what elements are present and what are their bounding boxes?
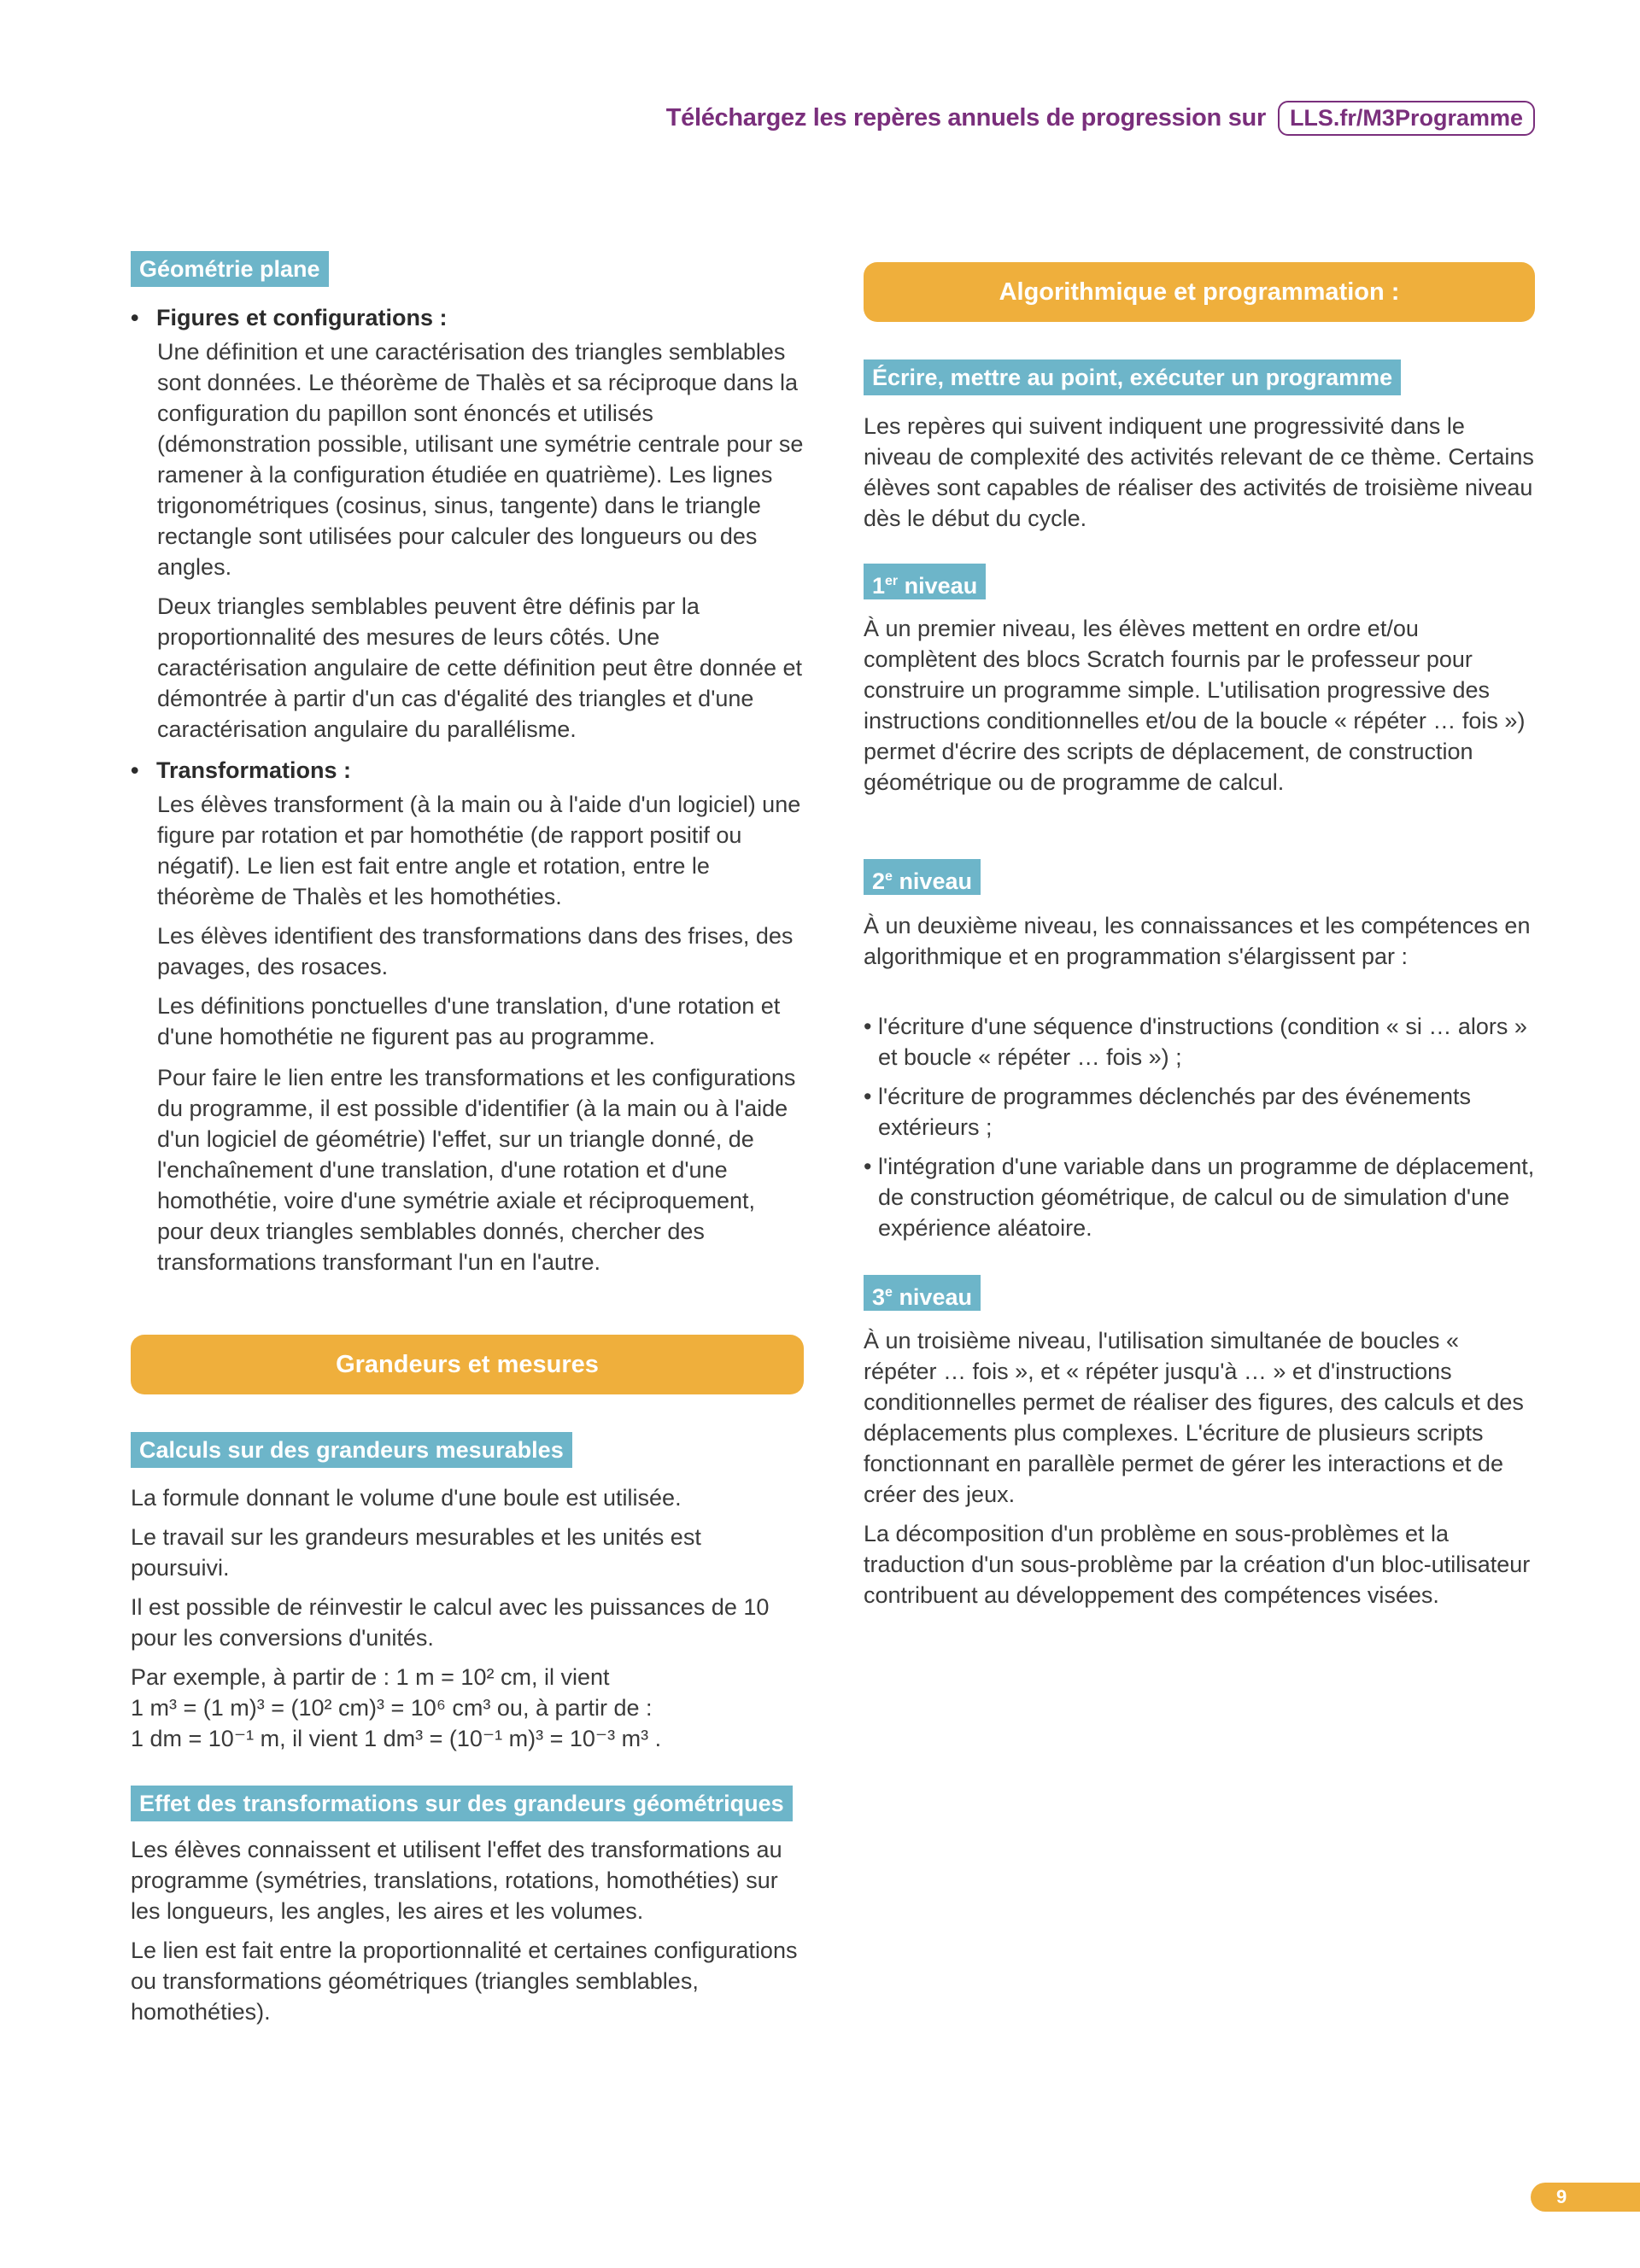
paragraph: Le travail sur les grandeurs mesurables et les unités est poursuivi. bbox=[131, 1524, 701, 1581]
header bbox=[666, 101, 1535, 136]
bullet-figures-title: Figures et configurations : bbox=[156, 305, 448, 330]
level-tag-1 bbox=[864, 564, 986, 599]
paragraph: À un troisième niveau, l'utilisation simultanée de boucles « répéter … fois », et « répéter jusqu'à … » et d'instructions conditionnelles permet de réaliser des figures, des calculs et des déplacements plus complexes. L'écriture de plusieurs scripts fonctionnant en parallèle permet de gérer les interactions et de créer des jeux. bbox=[864, 1328, 1524, 1507]
level-suffix: er bbox=[885, 574, 899, 588]
level-number: 3 bbox=[872, 1284, 886, 1310]
bullet-transformations bbox=[131, 755, 351, 786]
level-tag-2 bbox=[864, 859, 981, 895]
level-number: 1 bbox=[872, 573, 886, 599]
list-item: • l'écriture d'une séquence d'instructions (condition « si … alors » et boucle « répéter … fois ») ; bbox=[864, 1011, 1535, 1073]
list-item: • l'intégration d'une variable dans un programme de déplacement, de construction géométrique, de calcul ou de simulation d'une expérience aléatoire. bbox=[864, 1151, 1535, 1243]
level-number: 2 bbox=[872, 868, 886, 894]
bullet-dot: • bbox=[131, 757, 139, 783]
paragraph: Les élèves connaissent et utilisent l'effet des transformations au programme (symétries, translations, rotations, homothéties) sur les longueurs, les angles, les aires et les volumes. bbox=[131, 1837, 782, 1924]
section-tag-calculs: Calculs sur des grandeurs mesurables bbox=[131, 1432, 572, 1468]
header-link[interactable]: LLS.fr/M3Programme bbox=[1278, 101, 1535, 136]
bullet-figures bbox=[131, 302, 448, 333]
example-line: Par exemple, à partir de : 1 m = 10² cm, il vient bbox=[131, 1664, 610, 1690]
list-item: • l'écriture de programmes déclenchés par des événements extérieurs ; bbox=[864, 1081, 1535, 1143]
level-tag-3 bbox=[864, 1275, 981, 1311]
paragraph: La formule donnant le volume d'une boule est utilisée. bbox=[131, 1485, 682, 1511]
banner-algorithmique: Algorithmique et programmation : bbox=[864, 262, 1535, 322]
banner-grandeurs: Grandeurs et mesures bbox=[131, 1335, 804, 1394]
paragraph: Deux triangles semblables peuvent être définis par la proportionnalité des mesures de leurs côtés. Une caractérisation angulaire de cette définition peut être donnée et démontrée à partir d'un cas d'égalité des triangles et d'une caractérisation angulaire du parallélisme. bbox=[157, 593, 803, 742]
paragraph: Les élèves transforment (à la main ou à l'aide d'un logiciel) une figure par rotation et par homothétie (de rapport positif ou négatif). Le lien est fait entre angle et rotation, entre le théorème de Thalès et les homothéties. bbox=[157, 792, 801, 909]
paragraph: La décomposition d'un problème en sous-problèmes et la traduction d'un sous-problème par la création d'un bloc-utilisateur contribuent au développement des compétences visées. bbox=[864, 1521, 1531, 1608]
paragraph: Les repères qui suivent indiquent une progressivité dans le niveau de complexité des activités relevant de ce thème. Certains élèves sont capables de réaliser des activités de troisième niveau dès le début du cycle. bbox=[864, 413, 1534, 531]
page-number: 9 bbox=[1531, 2183, 1640, 2212]
paragraph: Il est possible de réinvestir le calcul avec les puissances de 10 pour les conversions d'unités. bbox=[131, 1594, 770, 1651]
paragraph: Les définitions ponctuelles d'une translation, d'une rotation et d'une homothétie ne figurent pas au programme. bbox=[157, 993, 781, 1049]
paragraph: À un deuxième niveau, les connaissances et les compétences en algorithmique et en programmation s'élargissent par : bbox=[864, 913, 1531, 969]
level-label: niveau bbox=[898, 573, 978, 599]
section-tag-ecrire: Écrire, mettre au point, exécuter un programme bbox=[864, 359, 1401, 395]
section-tag-geometrie: Géométrie plane bbox=[131, 251, 329, 287]
paragraph: Une définition et une caractérisation des triangles semblables sont données. Le théorème de Thalès et sa réciproque dans la configuration du papillon sont énoncés et utilisés (démonstration possible, utilisant une symétrie centrale pour se ramener à la configuration étudiée en quatrième). Les lignes trigonométriques (cosinus, sinus, tangente) dans le triangle rectangle sont utilisées pour calculer des longueurs ou des angles. bbox=[157, 339, 804, 580]
level-suffix: e bbox=[885, 1285, 893, 1300]
paragraph: Pour faire le lien entre les transformations et les configurations du programme, il est possible d'identifier (à la main ou à l'aide d'un logiciel de géométrie) l'effet, sur un triangle donné, de l'enchaînement d'une translation, d'une rotation et d'une homothétie, voire d'une symétrie axiale et réciproquement, pour deux triangles semblables donnés, chercher des transformations transformant l'un en l'autre. bbox=[157, 1065, 796, 1275]
paragraph: Le lien est fait entre la proportionnalité et certaines configurations ou transformations géométriques (triangles semblables, homothéties). bbox=[131, 1938, 798, 2025]
bullet-transformations-title: Transformations : bbox=[156, 757, 352, 783]
paragraph: À un premier niveau, les élèves mettent en ordre et/ou complètent des blocs Scratch fournis par le professeur pour construire un programme simple. L'utilisation progressive des instructions conditionnelles et/ou de la boucle « répéter … fois ») permet d'écrire des scripts de déplacement, de construction géométrique ou de programme de calcul. bbox=[864, 616, 1526, 795]
paragraph: Les élèves identifient des transformations dans des frises, des pavages, des rosaces. bbox=[157, 923, 794, 979]
bullet-dot: • bbox=[131, 305, 139, 330]
level-suffix: e bbox=[885, 869, 893, 884]
section-tag-effet: Effet des transformations sur des grandeurs géométriques bbox=[131, 1786, 793, 1821]
level-label: niveau bbox=[892, 1284, 972, 1310]
example-line: 1 dm = 10⁻¹ m, il vient 1 dm³ = (10⁻¹ m)³ = 10⁻³ m³ . bbox=[131, 1726, 662, 1751]
example-line: 1 m³ = (1 m)³ = (10² cm)³ = 10⁶ cm³ ou, à partir de : bbox=[131, 1695, 653, 1721]
header-text: Téléchargez les repères annuels de progression sur bbox=[665, 104, 1266, 132]
level-label: niveau bbox=[892, 868, 972, 894]
